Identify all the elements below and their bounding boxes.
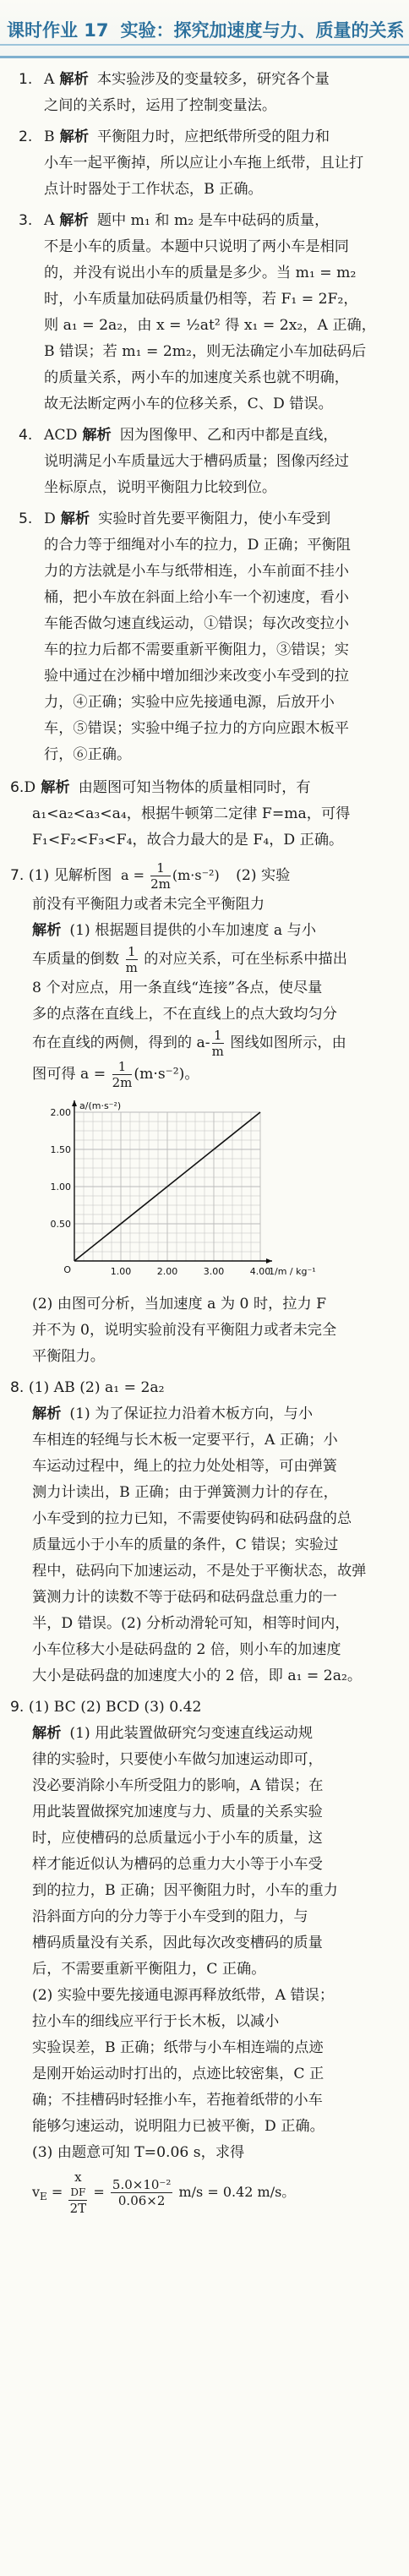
- answer-8: 8. (1) AB (2) a₁ = 2a₂ 解析 (1) 为了保证拉力沿着木板方向，与小 车相连的轻绳与长木板一定要平行，A 正确；小 车运动过程中，绳上的拉力处处相等，可由弹簧 测力计读出，B 正确；由于弹簧测力计的存在， 小车受到的拉力已知，不需要使钩码和砝码盘的总 质量远小于小车的质量的条件，C 错误；实验过 程中，砝码向下加速运动，不是处于平衡状态，故弹 簧测力计的读数不等于砝码和砝码盘总重力的一 半，D 错误。(2) 分析动滑轮可知，相等时间内， 小车位移大小是砝码盘的 2 倍，则小车的加速度 大小是砝码盘的加速度大小的 2 倍，即 a₁ = 2a₂。: [10, 1379, 367, 1684]
- y-tick-label: 1.50: [50, 1144, 71, 1155]
- answer-4: 4. ACD 解析 因为图像甲、乙和丙中都是直线， 说明满足小车质量远大于槽码质量；图像丙经过 坐标原点，说明平衡阻力比较到位。: [19, 427, 349, 496]
- x-tick-label: 4.00: [249, 1266, 271, 1277]
- answer-7: 7. (1) 见解析图 a = $\frac{1}{2m}$ (m·s⁻²) (2) 实验 前没有平衡阻力或者未完全平衡阻力 解析 (1) 根据题目提供的小车加速度 a 与小 车质量的倒数 $\frac{1}{m}$ 的对应关系，可在坐标系中描出 8 个对应点，用一条直线“连接”各点，使尽量 多的点落在直线上，不在直线上的点大致均匀分 布在直线的两侧，得到的 a- $\frac{1}{m}$ 图线如图所示，由 图可得 a = $\frac{1}{2m}$ (m·s⁻²)。 1.00 2.00 3.00 4.00 0.50 1.00 1.50 2.00 O a/(m·s⁻²) 1/m / kg⁻¹ (2) 由图可分析，当加速度 a 为 0 时，拉力 F 并不为 0，说明实验前没有平衡阻力或者未完全 平衡阻力。: [10, 860, 347, 1365]
- lesson-label: 课时作业 17: [7, 20, 109, 41]
- answer-7-part2: (2) 实验: [236, 867, 291, 884]
- velocity-formula: $v_E$ = x DF 2T = $\frac{\text{5.0×10⁻²}}{0.06\times 2}$ m/s = 0.42 m/s。: [32, 2169, 296, 2216]
- y-tick-label: 1.00: [50, 1182, 71, 1192]
- answers-1-5: [10, 67, 401, 768]
- chart-svg: [41, 1094, 316, 1288]
- x-tick-label: 2.00: [156, 1266, 178, 1277]
- answer-9: 9. (1) BC (2) BCD (3) 0.42 解析 (1) 用此装置做研究匀变速直线运动规 律的实验时，只要使小车做匀加速运动即可， 没必要消除小车所受阻力的影响，A 错误；在 用此装置做探究加速度与力、质量的关系实验 时，应使槽码的总质量远小于小车的质量，这 样才能近似认为槽码的总重力大小等于小车受 到的拉力，B 正确；因平衡阻力时，小车的重力 沿斜面方向的分力等于小车受到的阻力，与 槽码质量没有关系，因此每次改变槽码的质量 后，不需要重新平衡阻力，C 正确。 (2) 实验中要先接通电源再释放纸带，A 错误； 拉小车的细线应平行于长木板，以减小 实验误差，B 正确；纸带与小车相连端的点迹 是刚开始运动时打出的，点迹比较密集，C 正 确；不挂槽码时轻推小车，若拖着纸带的小车 能够匀速运动，说明阻力已被平衡，D 正确。 (3) 由题意可知 T=0.06 s，求得 $v_E$ = x DF 2T = $\frac{\text{5.0×10⁻²}}{0.06\times 2}$ m/s = 0.42 m/s。: [10, 1695, 401, 2216]
- answer-3: 3. A 解析 题中 m₁ 和 m₂ 是车中砝码的质量， 不是小车的质量。本题中只说明了两小车是相同 的，并没有说出小车的质量是多少。当 m₁ = m₂ 时，小车质量加砝码质量仍相等，若 F₁ = 2F₂， 则 a₁ = 2a₂，由 x = ½at² 得 x₁ = 2x₂，A 正确， B 错误；若 m₁ = 2m₂，则无法确定小车加砝码后 的质量关系，两小车的加速度关系也就不明确， 故无法断定两小车的位移关系，C、D 错误。: [19, 212, 376, 412]
- answer-2: 2. B 解析 平衡阻力时，应把纸带所受的阻力和 小车一起平衡掉，所以应让小车拖上纸带，且让打 点计时器处于工作状态，B 正确。: [19, 128, 364, 198]
- y-tick-label: 0.50: [50, 1219, 71, 1230]
- x-axis-arrow: [266, 1258, 272, 1263]
- y-axis-label: a/(m·s⁻²): [79, 1100, 122, 1111]
- answer-6: 6.D 解析 由题图可知当物体的质量相同时，有 a₁<a₂<a₃<a₄，根据牛顿第二定律 F=ma，可得 F₁<F₂<F₃<F₄，故合力最大的是 F₄，D 正确。: [10, 779, 351, 849]
- answer-content: [0, 67, 409, 2216]
- a-vs-inverse-mass-chart: [41, 1094, 316, 1288]
- y-tick-label: 2.00: [50, 1107, 71, 1118]
- x-tick-label: 1.00: [110, 1266, 132, 1277]
- page-header: [0, 0, 409, 58]
- y-axis-arrow: [72, 1100, 77, 1106]
- header-title: [7, 17, 405, 42]
- x-tick-label: 3.00: [203, 1266, 225, 1277]
- lesson-title: 实验：探究加速度与力、质量的关系: [120, 20, 405, 41]
- answer-7-part1: (1) 见解析图: [28, 867, 112, 884]
- x-axis-label: 1/m / kg⁻¹: [269, 1266, 316, 1277]
- answer-7-formula: a = $\frac{1}{2m}$ (m·s⁻²): [116, 860, 220, 892]
- answer-1: 1. A 解析 本实验涉及的变量较多，研究各个量 之间的关系时，运用了控制变量法。: [19, 71, 330, 114]
- origin-label: O: [63, 1264, 71, 1275]
- answer-5: 5. D 解析 实验时首先要平衡阻力，使小车受到 的合力等于细绳对小车的拉力，D 正确；平衡阻 力的方法就是小车与纸带相连，小车前面不挂小 桶，把小车放在斜面上给小车一个初速度，看小 车能否做匀速直线运动，①错误；每次改变拉小 车的拉力后都不需要重新平衡阻力，③错误；实 验中通过在沙桶中增加细沙来改变小车受到的拉 力，④正确；实验中应先接通电源，后放开小 车，⑤错误；实验中绳子拉力的方向应跟木板平 行，⑥正确。: [19, 510, 351, 763]
